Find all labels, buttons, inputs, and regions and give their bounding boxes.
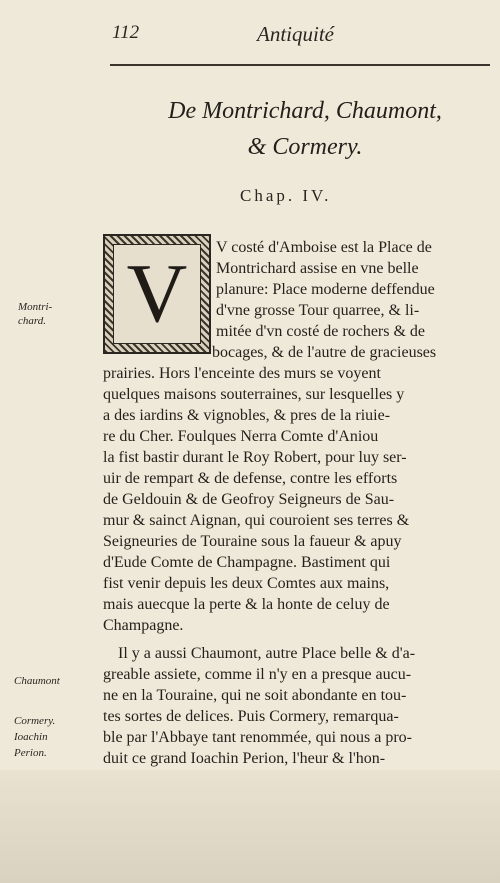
running-head xyxy=(112,22,472,52)
decorated-initial-letter: V xyxy=(126,247,188,340)
text-line: duit ce grand Ioachin Perion, l'heur & l'hon- xyxy=(103,750,386,767)
chapter-title xyxy=(115,96,495,162)
text-line: mur & sainct Aignan, qui couroient ses terres & xyxy=(103,512,410,529)
running-title: Antiquité xyxy=(257,22,334,46)
text-line: V costé d'Amboise est la Place de xyxy=(216,239,432,256)
text-line: quelques maisons souterraines, sur lesquelles y xyxy=(103,386,405,403)
margin-note-montrichard: Montri-chard. xyxy=(18,301,53,327)
text-line: mitée d'vn costé de rochers & de xyxy=(216,323,426,340)
margin-note-cormery: Cormery. xyxy=(14,715,56,727)
text-line: planure: Place moderne deffendue xyxy=(216,281,435,298)
text-line: Il y a aussi Chaumont, autre Place belle & d'a- xyxy=(118,645,416,662)
text-line: ble par l'Abbaye tant renommée, qui nous a pro- xyxy=(103,729,413,746)
chapter-title-line-1: De Montrichard, Chaumont, xyxy=(168,98,442,124)
chapter-title-line-2: & Cormery. xyxy=(247,134,363,160)
text-line: Montrichard assise en vne belle xyxy=(216,260,419,277)
text-line: la fist bastir durant le Roy Robert, pour luy ser- xyxy=(103,449,407,466)
text-line: mais auecque la perte & la honte de celuy de xyxy=(103,596,390,613)
text-line: re du Cher. Foulques Nerra Comte d'Aniou xyxy=(103,428,379,445)
text-line: Seigneuries de Touraine sous la faueur & apuy xyxy=(103,533,402,550)
margin-note-ioachin: Ioachin xyxy=(14,731,48,743)
text-line: Champagne. xyxy=(103,617,184,634)
text-line: a des iardins & vignobles, & pres de la riuie- xyxy=(103,407,391,424)
text-line: de Geldouin & de Geofroy Seigneurs de Sau- xyxy=(103,491,395,508)
decorated-initial-frame xyxy=(113,244,201,344)
text-line: bocages, & de l'autre de gracieuses xyxy=(212,344,437,361)
margin-note-perion: Perion. xyxy=(14,747,47,759)
margin-note-chaumont: Chaumont xyxy=(14,675,60,687)
text-line: greable assiete, comme il n'y en a presque aucu- xyxy=(103,666,412,683)
text-line: uir de rempart & de defense, contre les efforts xyxy=(103,470,398,487)
text-line: d'Eude Comte de Champagne. Bastiment qui xyxy=(103,554,391,571)
text-line: fist venir depuis les deux Comtes aux mains, xyxy=(103,575,390,592)
header-rule xyxy=(110,64,490,66)
text-line: ne en la Touraine, qui ne soit abondante en tou- xyxy=(103,687,407,704)
text-line: tes sortes de delices. Puis Cormery, remarqua- xyxy=(103,708,399,725)
page-number: 112 xyxy=(112,22,140,43)
text-line: prairies. Hors l'enceinte des murs se voyent xyxy=(103,365,381,382)
page-lower-area xyxy=(0,770,500,883)
text-line: d'vne grosse Tour quarree, & li- xyxy=(216,302,420,319)
chapter-label: Chap. IV. xyxy=(240,186,332,205)
decorated-initial xyxy=(103,234,211,354)
